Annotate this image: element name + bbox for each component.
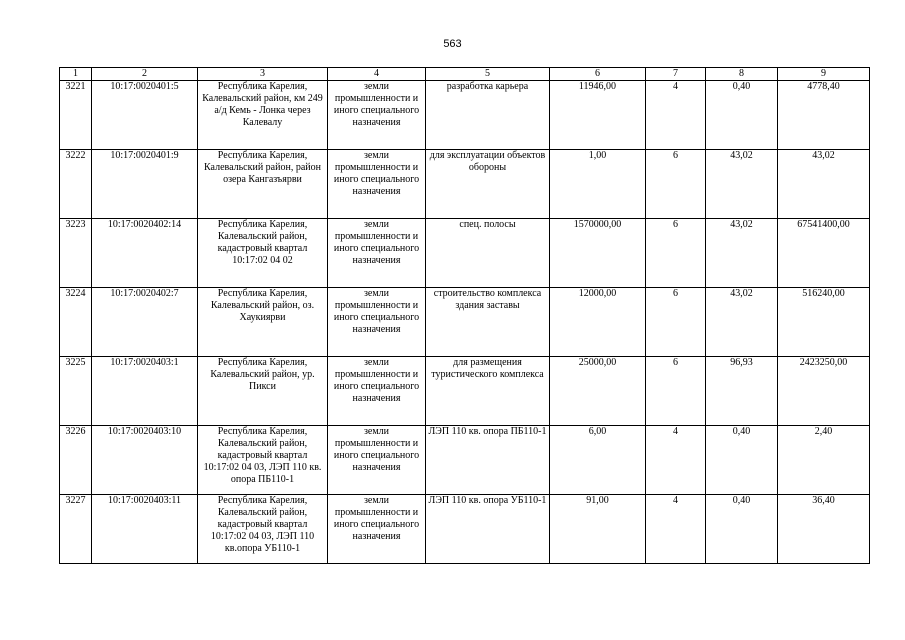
permitted-use: для эксплуатации объектов обороны [426, 150, 550, 219]
rate: 0,40 [706, 495, 778, 564]
land-category: земли промышленности и иного специального назначения [328, 495, 426, 564]
row-number: 3224 [60, 288, 92, 357]
address: Республика Карелия, Калевальский район, ур. Пикси [198, 357, 328, 426]
permitted-use: ЛЭП 110 кв. опора ПБ110-1 [426, 426, 550, 495]
land-registry-table [59, 67, 870, 564]
address: Республика Карелия, Калевальский район, км 249 а/д Кемь - Лонка через Калевалу [198, 81, 328, 150]
area: 11946,00 [550, 81, 646, 150]
permitted-use: спец. полосы [426, 219, 550, 288]
row-number: 3225 [60, 357, 92, 426]
cadastral-number: 10:17:0020403:10 [92, 426, 198, 495]
permitted-use: ЛЭП 110 кв. опора УБ110-1 [426, 495, 550, 564]
area: 1,00 [550, 150, 646, 219]
land-category: земли промышленности и иного специального назначения [328, 81, 426, 150]
rate: 96,93 [706, 357, 778, 426]
cadastral-number: 10:17:0020401:9 [92, 150, 198, 219]
land-category: земли промышленности и иного специального назначения [328, 150, 426, 219]
rate: 43,02 [706, 150, 778, 219]
row-number: 3227 [60, 495, 92, 564]
header-col-8: 8 [706, 68, 778, 81]
area: 25000,00 [550, 357, 646, 426]
address: Республика Карелия, Калевальский район, оз. Хаукиярви [198, 288, 328, 357]
address: Республика Карелия, Калевальский район, кадастровый квартал 10:17:02 04 02 [198, 219, 328, 288]
cadastral-number: 10:17:0020402:14 [92, 219, 198, 288]
area: 6,00 [550, 426, 646, 495]
land-category: земли промышленности и иного специального назначения [328, 426, 426, 495]
header-col-4: 4 [328, 68, 426, 81]
permitted-use: строительство комплекса здания заставы [426, 288, 550, 357]
total-value: 43,02 [778, 150, 870, 219]
group: 6 [646, 357, 706, 426]
table-row [60, 219, 870, 288]
total-value: 67541400,00 [778, 219, 870, 288]
land-category: земли промышленности и иного специального назначения [328, 288, 426, 357]
total-value: 36,40 [778, 495, 870, 564]
address: Республика Карелия, Калевальский район, кадастровый квартал 10:17:02 04 03, ЛЭП 110 кв.опора УБ110-1 [198, 495, 328, 564]
rate: 43,02 [706, 288, 778, 357]
page-number: 563 [443, 38, 462, 50]
rate: 43,02 [706, 219, 778, 288]
header-row [60, 68, 870, 81]
permitted-use: разработка карьера [426, 81, 550, 150]
table-row [60, 150, 870, 219]
header-col-6: 6 [550, 68, 646, 81]
total-value: 2423250,00 [778, 357, 870, 426]
group: 6 [646, 288, 706, 357]
permitted-use: для размещения туристического комплекса [426, 357, 550, 426]
table-row [60, 495, 870, 564]
cadastral-number: 10:17:0020403:11 [92, 495, 198, 564]
group: 4 [646, 81, 706, 150]
table-row [60, 426, 870, 495]
header-col-5: 5 [426, 68, 550, 81]
row-number: 3223 [60, 219, 92, 288]
header-col-7: 7 [646, 68, 706, 81]
header-col-2: 2 [92, 68, 198, 81]
total-value: 2,40 [778, 426, 870, 495]
land-category: земли промышленности и иного специального назначения [328, 219, 426, 288]
group: 6 [646, 150, 706, 219]
rate: 0,40 [706, 426, 778, 495]
group: 4 [646, 495, 706, 564]
row-number: 3226 [60, 426, 92, 495]
table-row [60, 288, 870, 357]
address: Республика Карелия, Калевальский район, район озера Кангазъярви [198, 150, 328, 219]
group: 4 [646, 426, 706, 495]
cadastral-number: 10:17:0020401:5 [92, 81, 198, 150]
area: 91,00 [550, 495, 646, 564]
area: 1570000,00 [550, 219, 646, 288]
header-col-1: 1 [60, 68, 92, 81]
row-number: 3221 [60, 81, 92, 150]
total-value: 4778,40 [778, 81, 870, 150]
table-row [60, 81, 870, 150]
total-value: 516240,00 [778, 288, 870, 357]
address: Республика Карелия, Калевальский район, кадастровый квартал 10:17:02 04 03, ЛЭП 110 кв. опора ПБ110-1 [198, 426, 328, 495]
row-number: 3222 [60, 150, 92, 219]
cadastral-number: 10:17:0020402:7 [92, 288, 198, 357]
cadastral-number: 10:17:0020403:1 [92, 357, 198, 426]
group: 6 [646, 219, 706, 288]
header-col-3: 3 [198, 68, 328, 81]
area: 12000,00 [550, 288, 646, 357]
header-col-9: 9 [778, 68, 870, 81]
table-row [60, 357, 870, 426]
rate: 0,40 [706, 81, 778, 150]
land-category: земли промышленности и иного специального назначения [328, 357, 426, 426]
